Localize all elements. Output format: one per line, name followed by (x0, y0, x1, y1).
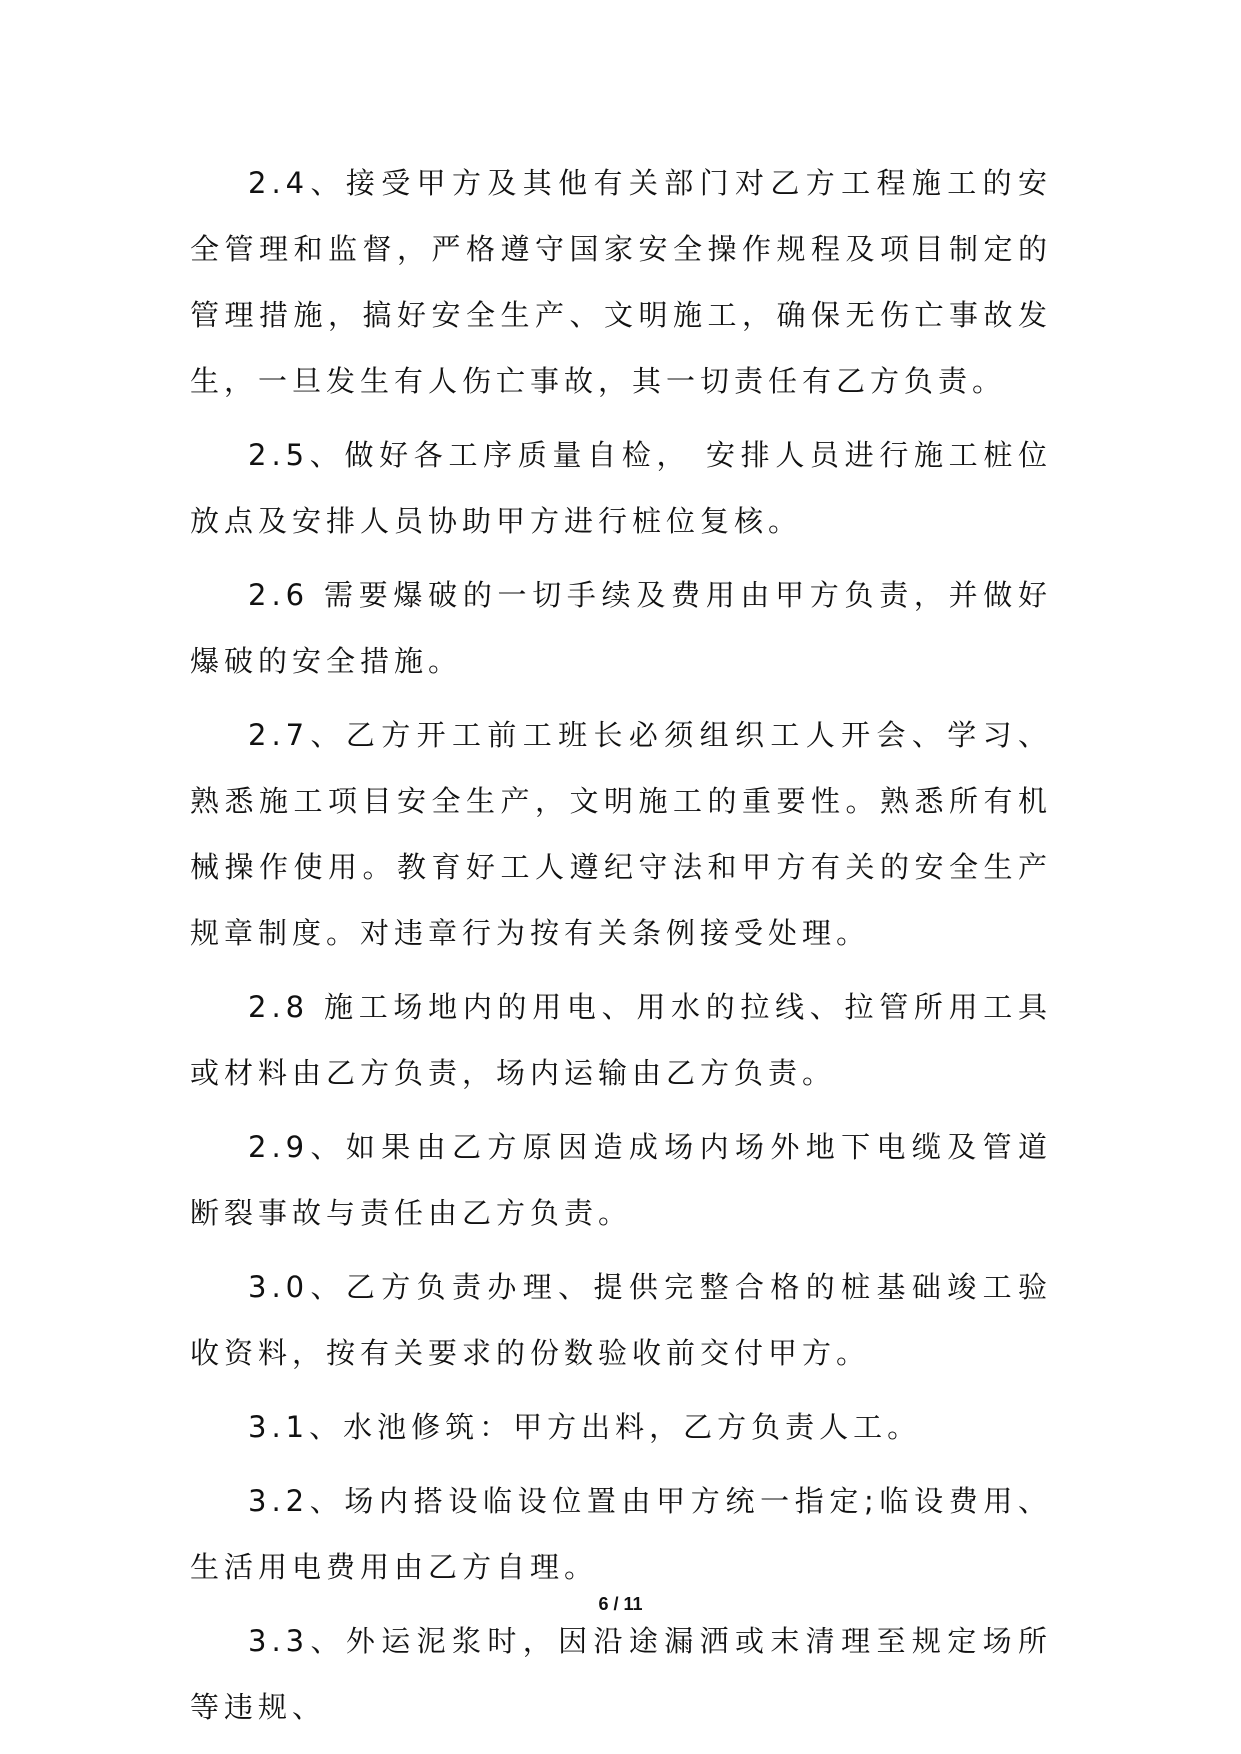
document-body (190, 150, 1052, 1748)
paragraph-2-7: 2.7、乙方开工前工班长必须组织工人开会、学习、熟悉施工项目安全生产，文明施工的重要性。熟悉所有机械操作使用。教育好工人遵纪守法和甲方有关的安全生产规章制度。对违章行为按有关条例接受处理。 (190, 718, 1052, 950)
paragraph-2-4: 2.4、接受甲方及其他有关部门对乙方工程施工的安全管理和监督，严格遵守国家安全操作规程及项目制定的管理措施，搞好安全生产、文明施工，确保无伤亡事故发生，一旦发生有人伤亡事故，其一切责任有乙方负责。 (190, 166, 1052, 398)
paragraph-2-5: 2.5、做好各工序质量自检， 安排人员进行施工桩位放点及安排人员协助甲方进行桩位复核。 (190, 438, 1052, 538)
paragraph-2-6: 2.6 需要爆破的一切手续及费用由甲方负责，并做好爆破的安全措施。 (190, 578, 1052, 678)
paragraph-2-9: 2.9、如果由乙方原因造成场内场外地下电缆及管道断裂事故与责任由乙方负责。 (190, 1130, 1052, 1230)
paragraph-3-1: 3.1、水池修筑：甲方出料，乙方负责人工。 (248, 1410, 922, 1444)
paragraph-3-2: 3.2、场内搭设临设位置由甲方统一指定;临设费用、生活用电费用由乙方自理。 (190, 1484, 1052, 1584)
paragraph-3-3: 3.3、外运泥浆时，因沿途漏洒或末清理至规定场所等违规、 (190, 1624, 1052, 1724)
page-number: 6 / 11 (598, 1594, 643, 1614)
paragraph-2-8: 2.8 施工场地内的用电、用水的拉线、拉管所用工具或材料由乙方负责，场内运输由乙方负责。 (190, 990, 1052, 1090)
paragraph-3-0: 3.0、乙方负责办理、提供完整合格的桩基础竣工验收资料，按有关要求的份数验收前交付甲方。 (190, 1270, 1052, 1370)
